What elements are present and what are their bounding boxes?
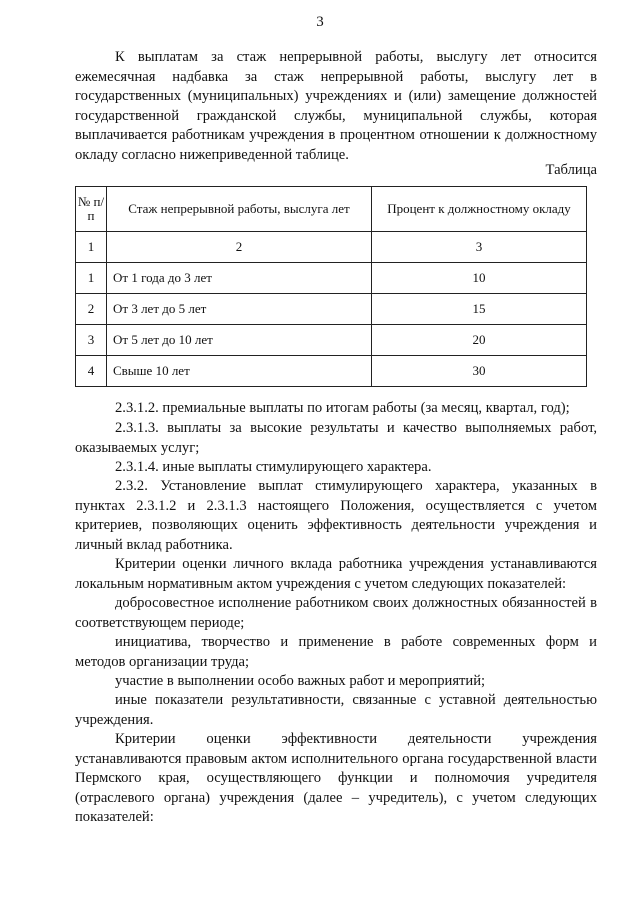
- row-experience: От 1 года до 3 лет: [107, 263, 372, 294]
- clause-2-3-2: 2.3.2. Установление выплат стимулирующего характера, указанных в пунктах 2.3.1.2 и 2.3.1.3 настоящего Положения, осуществляется с учетом критериев, позволяющих оценить эффективность деятельности учреждения и личный вклад работника.: [75, 478, 597, 553]
- personal-criteria-paragraph: Критерии оценки личного вклада работника учреждения устанавливаются локальным нормативным актом учреждения с учетом следующих показателей:: [75, 556, 597, 592]
- header-percent: Процент к должностному окладу: [372, 187, 587, 232]
- criterion-diligence: добросовестное исполнение работником своих должностных обязанностей в соответствующем периоде;: [75, 595, 597, 631]
- header-experience: Стаж непрерывной работы, выслуга лет: [107, 187, 372, 232]
- index-cell: 1: [76, 232, 107, 263]
- intro-paragraph: К выплатам за стаж непрерывной работы, выслугу лет относится ежемесячная надбавка за стаж непрерывной работы, выслугу лет в государственных (муниципальных) учреждениях и (или) замещение должностей государственной гражданской службы, муниципальной службы, которая выплачивается работникам учреждения в процентном отношении к должностному окладу согласно нижеприведенной таблице.: [75, 49, 597, 163]
- clause-2-3-1-3: 2.3.1.3. выплаты за высокие результаты и качество выполняемых работ, оказываемых услуг;: [75, 420, 597, 456]
- table-caption: Таблица: [545, 162, 597, 178]
- allowance-table: [75, 186, 587, 387]
- page-number: 3: [316, 14, 324, 30]
- row-percent: 10: [372, 263, 587, 294]
- table-header-row: [76, 187, 587, 232]
- criterion-participation: участие в выполнении особо важных работ и мероприятий;: [115, 673, 486, 689]
- row-percent: 30: [372, 356, 587, 387]
- index-cell: 2: [107, 232, 372, 263]
- clause-2-3-1-2: 2.3.1.2. премиальные выплаты по итогам работы (за месяц, квартал, год);: [115, 400, 570, 416]
- criterion-initiative: инициатива, творчество и применение в работе современных форм и методов организации труда;: [75, 634, 597, 670]
- row-percent: 20: [372, 325, 587, 356]
- criterion-other: иные показатели результативности, связанные с уставной деятельностью учреждения.: [75, 692, 597, 728]
- clause-2-3-1-4: 2.3.1.4. иные выплаты стимулирующего характера.: [115, 459, 432, 475]
- row-percent: 15: [372, 294, 587, 325]
- table-row: [76, 263, 587, 294]
- table-index-row: [76, 232, 587, 263]
- row-number: 1: [76, 263, 107, 294]
- row-number: 2: [76, 294, 107, 325]
- row-experience: От 5 лет до 10 лет: [107, 325, 372, 356]
- index-cell: 3: [372, 232, 587, 263]
- row-experience: От 3 лет до 5 лет: [107, 294, 372, 325]
- table-row: [76, 325, 587, 356]
- header-number: № п/п: [76, 187, 107, 232]
- table-row: [76, 294, 587, 325]
- row-number: 4: [76, 356, 107, 387]
- row-number: 3: [76, 325, 107, 356]
- table-row: [76, 356, 587, 387]
- efficiency-criteria-paragraph: Критерии оценки эффективности деятельности учреждения устанавливаются правовым актом исполнительного органа государственной власти Пермского края, осуществляющего функции и полномочия учредителя (отраслевого органа) учреждения (далее – учредитель), с учетом следующих показателей:: [75, 731, 597, 825]
- row-experience: Свыше 10 лет: [107, 356, 372, 387]
